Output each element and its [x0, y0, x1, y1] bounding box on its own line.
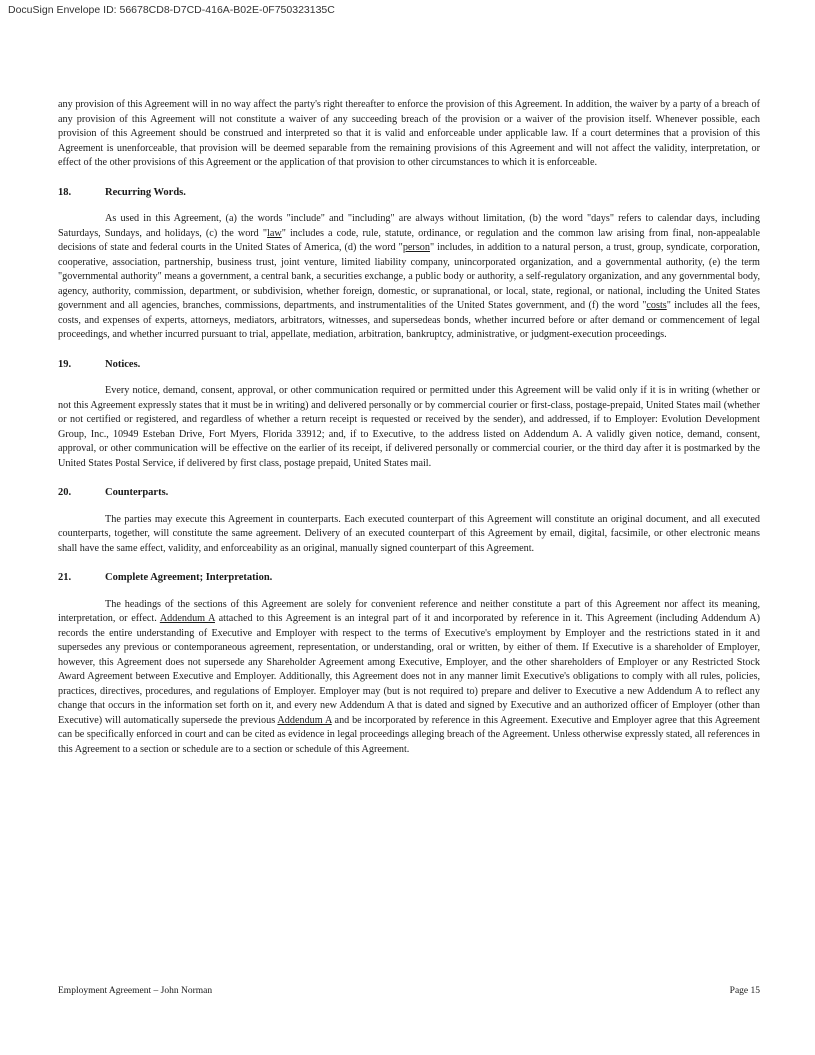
section-title: Complete Agreement; Interpretation. [105, 572, 273, 583]
section-18-heading [58, 186, 760, 201]
section-21-heading [58, 571, 760, 586]
section-19-paragraph: Every notice, demand, consent, approval, or other communication required or permitted under this Agreement will be valid only if it is in writing (whether or not this Agreement expressly states that it must be in writing) and delivered personally or by commercial courier or first-class, postage-prepaid, United States mail (whether or not certified or registered, and regardless of whether a return receipt is requested or received by the sender), and addressed, if to Employer: Evolution Development Group, Inc., 10949 Esteban Drive, Fort Myers, Florida 33912; and, if to Executive, to the address listed on Addendum A. A validly given notice, demand, consent, approval, or other communication will be effective on the earlier of its receipt, if delivered personally or commercial courier, or the third day after it is postmarked by the United States Postal Service, if delivered by first class, postage prepaid, United States mail. [58, 385, 760, 469]
envelope-id: DocuSign Envelope ID: 56678CD8-D7CD-416A-B02E-0F750323135C [8, 4, 335, 16]
section-title: Recurring Words. [105, 186, 186, 198]
section-number: 18. [58, 186, 72, 198]
section-18-paragraph: As used in this Agreement, (a) the words "include" and "including" are always without limitation, (b) the word "days" refers to calendar days, including Saturdays, Sundays, and holidays, (c) the word "law" includes a code, rule, statute, ordinance, or regulation and the common law arising from final, non-appealable decisions of state and federal courts in the United States of America, (d) the word "person" includes, in addition to a natural person, a trust, group, syndicate, corporation, cooperative, association, partnership, business trust, joint venture, limited liability company, unincorporated organization, and a governmental authority, (e) the term "governmental authority" means a government, a central bank, a securities exchange, a public body or authority, a self-regulatory organization, and any governmental body, agency, authority, commission, department, or subdivision, whether foreign, domestic, or supranational, or local, state, regional, or national, including the United States government and all agencies, branches, commissions, departments, and instrumentalities of the United States government, and (f) the word "costs" includes all the fees, costs, and expenses of experts, attorneys, mediators, arbitrators, witnesses, and supersedeas bonds, whether incurred before or after demand or commencement of legal proceedings, and whether incurred pursuant to trial, appellate, mediation, arbitration, bankruptcy, administrative, or judgment-execution proceedings. [58, 213, 760, 340]
section-number: 19. [58, 358, 72, 370]
section-number: 21. [58, 572, 72, 583]
page-footer [58, 986, 760, 996]
defined-term-costs: costs [646, 300, 667, 311]
section-number: 20. [58, 487, 72, 498]
defined-term-law: law [267, 227, 282, 239]
section-19-heading [58, 358, 760, 373]
section-title: Counterparts. [105, 487, 169, 498]
footer-document-title: Employment Agreement – John Norman [58, 986, 213, 996]
page-number: Page 15 [729, 986, 760, 996]
section-20-heading [58, 486, 760, 501]
section-20-paragraph: The parties may execute this Agreement in counterparts. Each executed counterpart of this Agreement will constitute an original document, and all executed counterparts, together, will constitute the same agreement. Delivery of an executed counterpart of this Agreement by email, digital, facsimile, or other electronic means shall have the same effect, validity, and enforceability as an original, manually signed counterpart of this Agreement. [58, 513, 760, 554]
addendum-a-reference: Addendum A [277, 714, 332, 726]
section-21-paragraph: The headings of the sections of this Agreement are solely for convenient reference and neither constitute a part of this Agreement nor affect its meaning, interpretation, or effect. Addendum A attached to this Agreement is an integral part of it and incorporated by reference in it. This Agreement (including Addendum A) records the entire understanding of Executive and Employer with respect to the terms of Executive's employment by Employer and the restrictions stated in it and supersedes any previous or contemporaneous agreement, representation, or understanding, oral or written, by either of them. If Executive is a shareholder of Employer, however, this Agreement does not supersede any Shareholder Agreement among Executive, Employer, and the other shareholders of Employer or any Restricted Stock Award Agreement between Executive and Employer. Additionally, this Agreement does not in any manner limit Executive's obligations to comply with all rules, policies, practices, directives, procedures, and regulations of Employer. Employer may (but is not required to) prepare and deliver to Executive a new Addendum A to reflect any change that occurs in the information set forth on it, and every new Addendum A that is dated and signed by Executive and an authorized officer of Employer (other than Executive) will automatically supersede the previous Addendum A and be incorporated by reference in this Agreement. Executive and Employer agree that this Agreement can be specifically enforced in court and can be cited as evidence in legal proceedings alleging breach of the Agreement. Unless otherwise expressly stated, all references in this Agreement to a section or schedule are to a section or schedule of this Agreement. [58, 598, 761, 755]
section-title: Notices. [105, 358, 141, 370]
document-body [58, 98, 760, 757]
defined-term-person: person [402, 242, 430, 253]
addendum-a-reference: Addendum A [159, 613, 215, 624]
intro-paragraph: any provision of this Agreement will in no way affect the party's right thereafter to enforce the provision of this Agreement. In addition, the waiver by a party of a breach of any provision of this Agreement will not constitute a waiver of any succeeding breach of the provision or a waiver of the provision itself. Whenever possible, each provision of this Agreement should be construed and interpreted so that it is valid and enforceable under applicable law. If a court determines that a provision of this Agreement is unenforceable, that provision will be deemed separable from the remaining provisions of this Agreement and will not affect the validity, interpretation, or effect of the other provisions of this Agreement or the application of that provision to other circumstances to which it is enforceable. [58, 99, 760, 168]
